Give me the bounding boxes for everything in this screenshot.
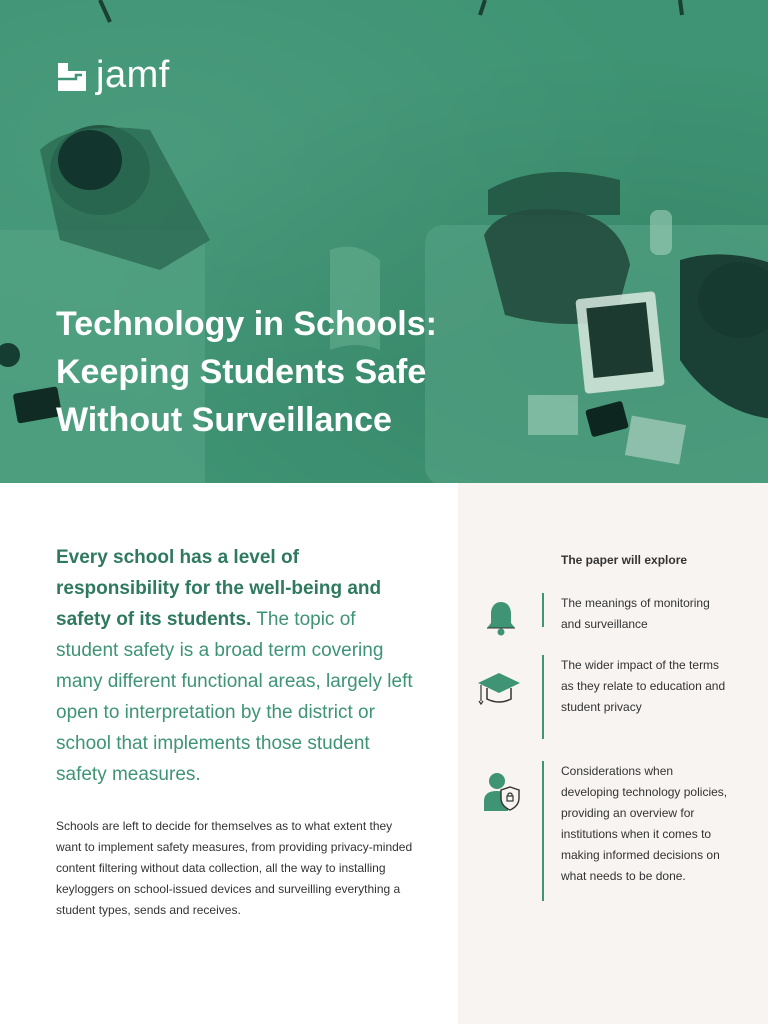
divider-bar [542, 655, 544, 739]
hero-banner [0, 0, 768, 483]
user-shield-icon [482, 771, 522, 813]
intro-lead: Every school has a level of responsibility for the well-being and safety of its students. [56, 547, 382, 630]
page-title [56, 300, 576, 444]
title-line-3: Without Surveillance [56, 401, 392, 439]
explore-item-2 [458, 655, 768, 745]
intro-paragraph [56, 542, 416, 790]
title-line-2: Keeping Students Safe [56, 353, 427, 391]
explore-item-text: Considerations when developing technology policies, providing an overview for institutions when it comes to making informed decisions on what needs to be done. [561, 764, 728, 883]
divider-bar [542, 761, 544, 901]
bell-icon [484, 599, 518, 637]
explore-item-text: The wider impact of the terms as they relate to education and student privacy [561, 658, 726, 714]
explore-title: The paper will explore [561, 553, 688, 567]
main-column [56, 542, 416, 921]
explore-item-3 [458, 761, 768, 906]
intro-rest: The topic of student safety is a broad term covering many different functional areas, largely left open to interpretation by the district or school that implements those student safety measures. [56, 609, 413, 785]
explore-sidebar [458, 483, 768, 1024]
divider-bar [542, 593, 544, 627]
body-paragraph: Schools are left to decide for themselves as to what extent they want to implement safety measures, from providing privacy-minded content filtering without data collection, all the way to installing keyloggers on school-issued devices and surveilling everything a student types, sends and receives. [56, 819, 413, 917]
jamf-logo[interactable] [56, 54, 170, 96]
title-line-1: Technology in Schools: [56, 305, 437, 343]
explore-item-1 [458, 593, 768, 645]
explore-item-text: The meanings of monitoring and surveillance [561, 596, 710, 631]
logo-wordmark: jamf [96, 54, 170, 96]
graduation-cap-icon [476, 669, 522, 709]
jamf-logo-mark-icon [56, 61, 88, 93]
